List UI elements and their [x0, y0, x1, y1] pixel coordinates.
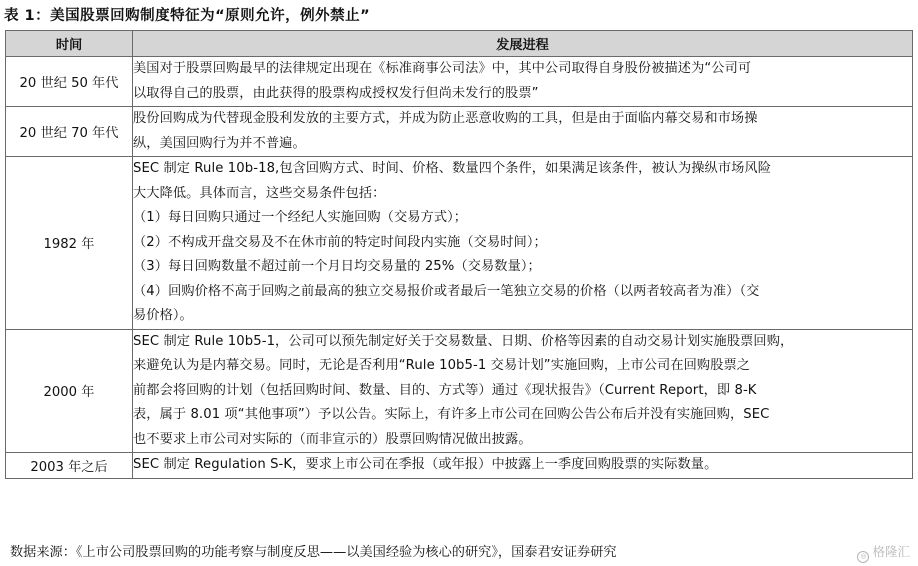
progress-cell	[133, 453, 913, 479]
progress-line: 股份回购成为代替现金股利发放的主要方式，并成为防止恶意收购的工具，但是由于面临内幕交易和市场操	[133, 111, 758, 126]
header-time: 时间	[6, 31, 133, 57]
progress-cell	[133, 157, 913, 330]
watermark	[857, 542, 910, 563]
time-cell: 2003 年之后	[6, 453, 133, 479]
table-header-row	[6, 31, 913, 57]
progress-line: SEC 制定 Rule 10b-18,包含回购方式、时间、价格、数量四个条件，如果满足该条件，被认为操纵市场风险	[133, 161, 771, 176]
table-row	[6, 157, 913, 330]
progress-line: （2）不构成开盘交易及不在休市前的特定时间段内实施（交易时间）；	[133, 234, 547, 250]
time-cell: 2000 年	[6, 329, 133, 453]
table-row	[6, 107, 913, 157]
progress-line: （1）每日回购只通过一个经纪人实施回购（交易方式）；	[133, 210, 468, 225]
source-note: 数据来源：《上市公司股票回购的功能考察与制度反思——以美国经验为核心的研究》，国泰君安证券研究	[10, 545, 617, 560]
progress-line: 前都会将回购的计划（包括回购时间、数量、目的、方式等）通过《现状报告》（Current Report，即 8-K	[133, 382, 757, 398]
progress-line: SEC 制定 Regulation S-K，要求上市公司在季报（或年报）中披露上一季度回购股票的实际数量。	[133, 457, 718, 472]
time-cell: 20 世纪 50 年代	[6, 57, 133, 107]
progress-cell	[133, 57, 913, 107]
progress-line: 也不要求上市公司对实际的（而非宣示的）股票回购情况做出披露。	[133, 431, 532, 447]
progress-line: 以取得自己的股票，由此获得的股票构成授权发行但尚未发行的股票”	[133, 85, 539, 101]
progress-line: 大大降低。具体而言，这些交易条件包括：	[133, 185, 386, 201]
progress-line: 来避免认为是内幕交易。同时，无论是否利用“Rule 10b5-1 交易计划”实施回购，上市公司在回购股票之	[133, 358, 751, 373]
table-row	[6, 329, 913, 453]
progress-line: 纵，美国回购行为并不普遍。	[133, 135, 306, 151]
development-table	[5, 30, 913, 479]
table-title: 表 1：美国股票回购制度特征为“原则允许，例外禁止”	[4, 8, 371, 24]
progress-line: 美国对于股票回购最早的法律规定出现在《标准商事公司法》中，其中公司取得自身股份被描述为“公司可	[133, 61, 752, 76]
progress-line: 表，属于 8.01 项“其他事项”）予以公告。实际上，有许多上市公司在回购公告公布后并没有实施回购，SEC	[133, 407, 770, 422]
gelonghui-logo-icon: ◎	[857, 551, 869, 563]
progress-line: （4）回购价格不高于回购之前最高的独立交易报价或者最后一笔独立交易的价格（以两者较高者为准）（交	[133, 283, 760, 299]
progress-cell	[133, 329, 913, 453]
time-cell: 1982 年	[6, 157, 133, 330]
progress-cell	[133, 107, 913, 157]
header-progress: 发展进程	[133, 31, 913, 57]
progress-line: 易价格）。	[133, 308, 193, 323]
progress-line: SEC 制定 Rule 10b5-1，公司可以预先制定好关于交易数量、日期、价格等因素的自动交易计划实施股票回购，	[133, 333, 794, 349]
table-row	[6, 453, 913, 479]
time-cell: 20 世纪 70 年代	[6, 107, 133, 157]
watermark-text: 格隆汇	[872, 544, 910, 559]
progress-line: （3）每日回购数量不超过前一个月日均交易量的 25%（交易数量）；	[133, 259, 541, 274]
table-row	[6, 57, 913, 107]
